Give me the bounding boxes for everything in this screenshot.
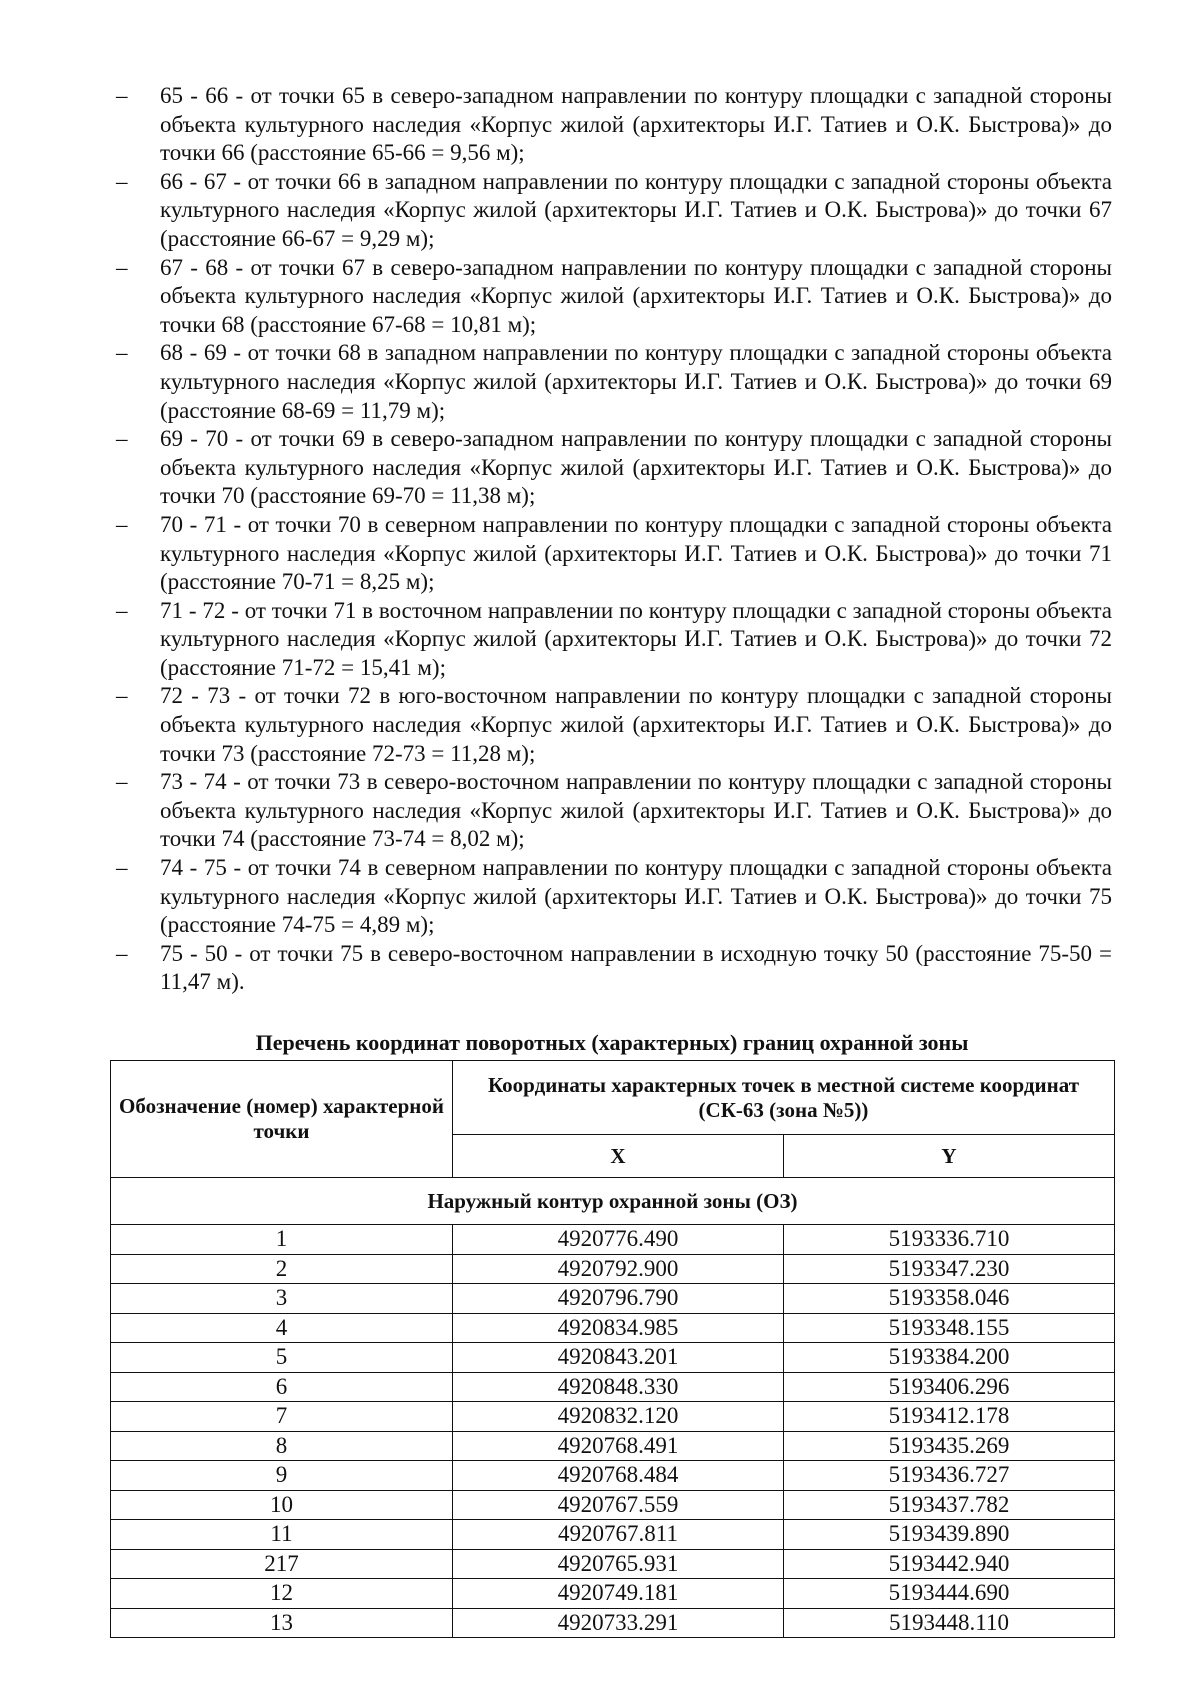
list-item [112,597,1112,683]
list-item-text: 66 - 67 - от точки 66 в западном направлении по контуру площадки с западной стороны объекта культурного наследия «Корпус жилой (архитекторы И.Г. Татиев и О.К. Быстрова)» до точки 67 (расстояние 66-67 = 9,29 м); [160,168,1112,251]
list-item-text: 65 - 66 - от точки 65 в северо-западном направлении по контуру площадки с западной стороны объекта культурного наследия «Корпус жилой (архитекторы И.Г. Татиев и О.К. Быстрова)» до точки 66 (расстояние 65-66 = 9,56 м); [160,83,1112,166]
cell-x: 4920765.931 [453,1549,784,1579]
list-dash: – [116,83,128,108]
list-item [112,339,1112,425]
table-row [111,1313,1115,1343]
table-row [111,1254,1115,1284]
cell-x: 4920832.120 [453,1402,784,1432]
cell-point-number: 3 [111,1284,453,1314]
table-row [111,1225,1115,1255]
cell-x: 4920792.900 [453,1254,784,1284]
cell-y: 5193437.782 [784,1490,1115,1520]
cell-point-number: 10 [111,1490,453,1520]
list-item [112,682,1112,768]
header-y: Y [784,1135,1115,1178]
list-dash: – [116,254,128,280]
cell-y: 5193448.110 [784,1608,1115,1638]
list-dash: – [116,168,128,194]
cell-x: 4920848.330 [453,1372,784,1402]
cell-y: 5193358.046 [784,1284,1115,1314]
list-dash: – [116,511,128,537]
cell-x: 4920768.491 [453,1431,784,1461]
list-item [112,425,1112,511]
list-item [112,854,1112,940]
cell-y: 5193347.230 [784,1254,1115,1284]
boundary-description-list [112,82,1112,997]
cell-point-number: 2 [111,1254,453,1284]
cell-x: 4920767.811 [453,1520,784,1550]
table-row [111,1372,1115,1402]
coordinates-table [110,1060,1115,1638]
cell-point-number: 8 [111,1431,453,1461]
cell-x: 4920768.484 [453,1461,784,1491]
cell-point-number: 1 [111,1225,453,1255]
list-item-text: 70 - 71 - от точки 70 в северном направлении по контуру площадки с западной стороны объекта культурного наследия «Корпус жилой (архитекторы И.Г. Татиев и О.К. Быстрова)» до точки 71 (расстояние 70-71 = 8,25 м); [160,511,1112,595]
cell-x: 4920796.790 [453,1284,784,1314]
table-row [111,1608,1115,1638]
table-row [111,1461,1115,1491]
list-item-text: 71 - 72 - от точки 71 в восточном направлении по контуру площадки с западной стороны объекта культурного наследия «Корпус жилой (архитекторы И.Г. Татиев и О.К. Быстрова)» до точки 72 (расстояние 71-72 = 15,41 м); [160,597,1112,680]
header-x: X [453,1135,784,1178]
cell-x: 4920749.181 [453,1579,784,1609]
cell-x: 4920733.291 [453,1608,784,1638]
table-row [111,1579,1115,1609]
list-dash: – [116,340,128,366]
cell-y: 5193435.269 [784,1431,1115,1461]
list-dash: – [116,940,128,966]
list-item [112,511,1112,597]
list-dash: – [116,769,128,795]
table-row [111,1490,1115,1520]
cell-y: 5193442.940 [784,1549,1115,1579]
list-item [112,768,1112,854]
list-item-text: 74 - 75 - от точки 74 в северном направлении по контуру площадки с западной стороны объекта культурного наследия «Корпус жилой (архитекторы И.Г. Татиев и О.К. Быстрова)» до точки 75 (расстояние 74-75 = 4,89 м); [160,855,1112,938]
list-item-text: 72 - 73 - от точки 72 в юго-восточном направлении по контуру площадки с западной стороны объекта культурного наследия «Корпус жилой (архитекторы И.Г. Татиев и О.К. Быстрова)» до точки 73 (расстояние 72-73 = 11,28 м); [160,683,1112,766]
list-dash: – [116,426,128,452]
list-item-text: 68 - 69 - от точки 68 в западном направлении по контуру площадки с западной стороны объекта культурного наследия «Корпус жилой (архитекторы И.Г. Татиев и О.К. Быстрова)» до точки 69 (расстояние 68-69 = 11,79 м); [160,340,1112,423]
list-item-text: 69 - 70 - от точки 69 в северо-западном направлении по контуру площадки с западной стороны объекта культурного наследия «Корпус жилой (архитекторы И.Г. Татиев и О.К. Быстрова)» до точки 70 (расстояние 69-70 = 11,38 м); [160,426,1112,509]
cell-point-number: 9 [111,1461,453,1491]
list-item [112,168,1112,254]
list-item [112,254,1112,340]
cell-point-number: 11 [111,1520,453,1550]
table-row [111,1520,1115,1550]
cell-x: 4920834.985 [453,1313,784,1343]
cell-x: 4920843.201 [453,1343,784,1373]
section-row-outer-contour: Наружный контур охранной зоны (ОЗ) [111,1178,1115,1225]
cell-y: 5193439.890 [784,1520,1115,1550]
table-caption: Перечень координат поворотных (характерных) границ охранной зоны [255,1030,969,1055]
list-item [112,82,1112,168]
cell-x: 4920767.559 [453,1490,784,1520]
cell-x: 4920776.490 [453,1225,784,1255]
cell-point-number: 6 [111,1372,453,1402]
header-point-number: Обозначение (номер) характерной точки [111,1061,453,1178]
cell-point-number: 5 [111,1343,453,1373]
list-item-text: 73 - 74 - от точки 73 в северо-восточном направлении по контуру площадки с западной стороны объекта культурного наследия «Корпус жилой (архитекторы И.Г. Татиев и О.К. Быстрова)» до точки 74 (расстояние 73-74 = 8,02 м); [160,769,1112,852]
cell-point-number: 13 [111,1608,453,1638]
table-row [111,1402,1115,1432]
cell-point-number: 7 [111,1402,453,1432]
header-coordinates: Координаты характерных точек в местной системе координат (СК-63 (зона №5)) [453,1061,1115,1135]
table-row [111,1431,1115,1461]
cell-point-number: 4 [111,1313,453,1343]
cell-y: 5193436.727 [784,1461,1115,1491]
cell-y: 5193412.178 [784,1402,1115,1432]
cell-point-number: 217 [111,1549,453,1579]
cell-y: 5193444.690 [784,1579,1115,1609]
list-item-text: 67 - 68 - от точки 67 в северо-западном направлении по контуру площадки с западной стороны объекта культурного наследия «Корпус жилой (архитекторы И.Г. Татиев и О.К. Быстрова)» до точки 68 (расстояние 67-68 = 10,81 м); [160,254,1112,337]
list-dash: – [116,683,128,709]
list-item-text: 75 - 50 - от точки 75 в северо-восточном направлении в исходную точку 50 (расстояние 75-50 = 11,47 м). [160,940,1112,995]
cell-y: 5193336.710 [784,1225,1115,1255]
table-row [111,1284,1115,1314]
table-body [111,1225,1115,1638]
cell-point-number: 12 [111,1579,453,1609]
table-row [111,1343,1115,1373]
cell-y: 5193406.296 [784,1372,1115,1402]
list-dash: – [116,855,128,881]
cell-y: 5193348.155 [784,1313,1115,1343]
cell-y: 5193384.200 [784,1343,1115,1373]
list-item [112,940,1112,997]
list-dash: – [116,597,128,623]
table-row [111,1549,1115,1579]
